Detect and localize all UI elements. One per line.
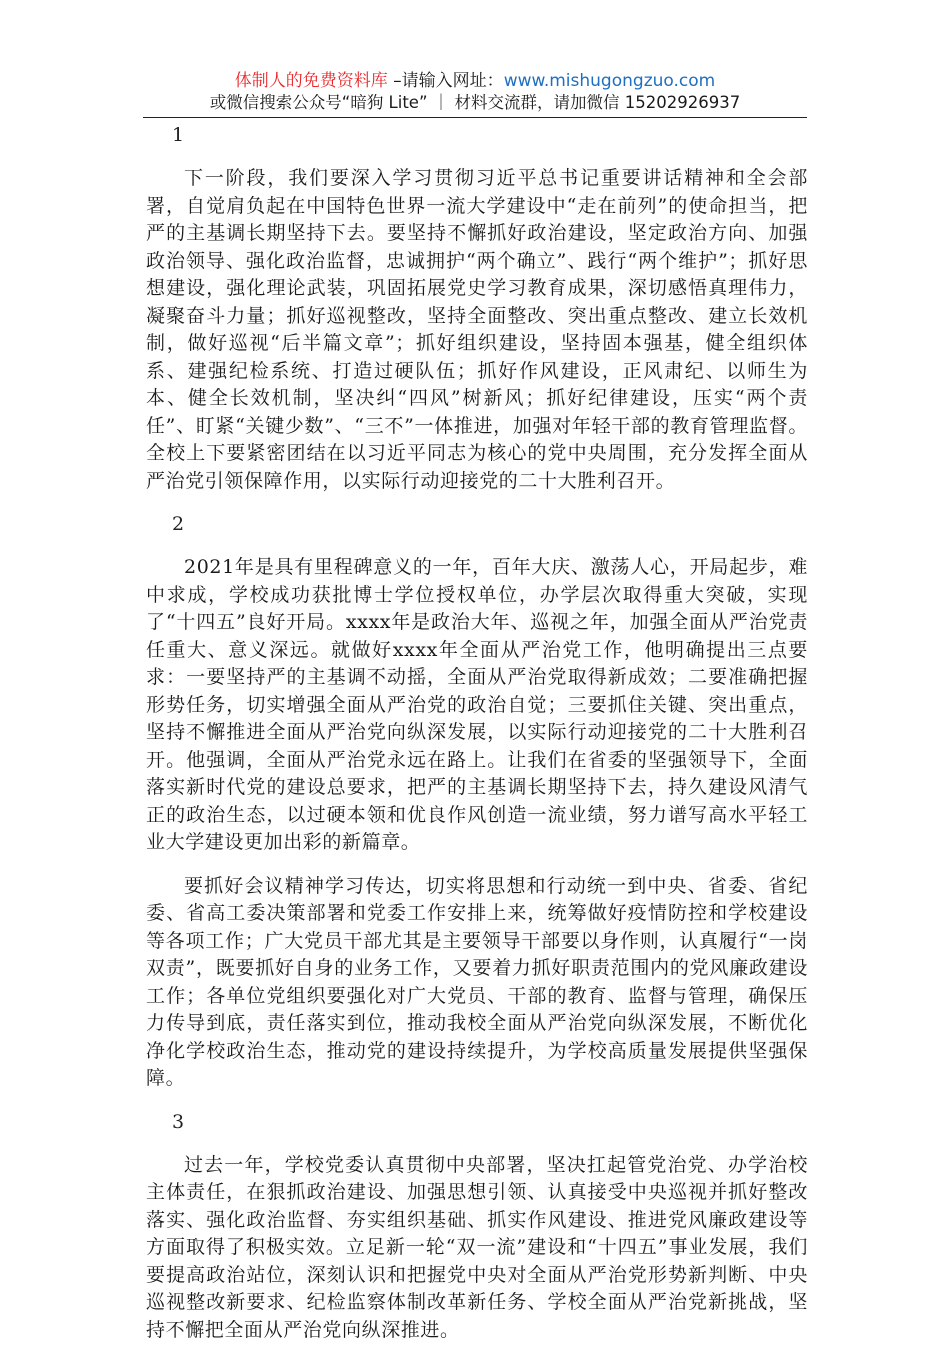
document-body xyxy=(146,122,808,1360)
section-1 xyxy=(146,122,808,495)
watermark-header xyxy=(143,70,807,114)
section-3 xyxy=(146,1109,808,1345)
header-line-2: 或微信搜索公众号“暗狗 Lite” ｜ 材料交流群，请加微信 15202926937 xyxy=(209,93,741,112)
section-number: 1 xyxy=(172,124,185,146)
header-line-1 xyxy=(143,70,807,92)
paragraph: 下一阶段，我们要深入学习贯彻习近平总书记重要讲话精神和全会部署，自觉肩负起在中国特色世界一流大学建设中“走在前列”的使命担当，把严的主基调长期坚持下去。要坚持不懈抓好政治建设，坚定政治方向、加强政治领导、强化政治监督，忠诚拥护“两个确立”、践行“两个维护”；抓好思想建设，强化理论武装，巩固拓展党史学习教育成果，深切感悟真理伟力，凝聚奋斗力量；抓好巡视整改，坚持全面整改、突出重点整改、建立长效机制，做好巡视“后半篇文章”；抓好组织建设，坚持固本强基，健全组织体系、建强纪检系统、打造过硬队伍；抓好作风建设，正风肃纪、以师生为本、健全长效机制，坚决纠“四风”树新风；抓好纪律建设，压实“两个责任”、盯紧“关键少数”、“三不”一体推进，加强对年轻干部的教育管理监督。全校上下要紧密团结在以习近平同志为核心的党中央周围，充分发挥全面从严治党引领保障作用，以实际行动迎接党的二十大胜利召开。 xyxy=(146,167,808,492)
section-number: 2 xyxy=(172,513,185,535)
website-link[interactable]: www.mishugongzuo.com xyxy=(503,71,716,91)
paragraph: 过去一年，学校党委认真贯彻中央部署，坚决扛起管党治党、办学治校主体责任，在狠抓政治建设、加强思想引领、认真接受中央巡视并抓好整改落实、强化政治监督、夯实组织基础、抓实作风建设、推进党风廉政建设等方面取得了积极实效。立足新一轮“双一流”建设和“十四五”事业发展，我们要提高政治站位，深刻认识和把握党中央对全面从严治党形势新判断、中央巡视整改新要求、纪检监察体制改革新任务、学校全面从严治党新挑战，坚持不懈把全面从严治党向纵深推进。 xyxy=(146,1153,808,1341)
section-2 xyxy=(146,511,808,1093)
header-divider xyxy=(143,117,807,118)
paragraph: 要抓好会议精神学习传达，切实将思想和行动统一到中央、省委、省纪委、省高工委决策部署和党委工作安排上来，统筹做好疫情防控和学校建设等各项工作；广大党员干部尤其是主要领导干部要以身作则，认真履行“一岗双责”，既要抓好自身的业务工作，又要着力抓好职责范围内的党风廉政建设工作；各单位党组织要强化对广大党员、干部的教育、监督与管理，确保压力传导到底，责任落实到位，推动我校全面从严治党向纵深发展，不断优化净化学校政治生态，推动党的建设持续提升，为学校高质量发展提供坚强保障。 xyxy=(146,874,808,1089)
brand-name: 体制人的免费资料库 xyxy=(234,71,388,91)
paragraph: 2021年是具有里程碑意义的一年，百年大庆、激荡人心，开局起步，难中求成，学校成功获批博士学位授权单位，办学层次取得重大突破，实现了“十四五”良好开局。xxxx年是政治大年、巡视之年，加强全面从严治党责任重大、意义深远。就做好xxxx年全面从严治党工作，他明确提出三点要求：一要坚持严的主基调不动摇，全面从严治党取得新成效；二要准确把握形势任务，切实增强全面从严治党的政治自觉；三要抓住关键、突出重点，坚持不懈推进全面从严治党向纵深发展，以实际行动迎接党的二十大胜利召开。他强调，全面从严治党永远在路上。让我们在省委的坚强领导下，全面落实新时代党的建设总要求，把严的主基调长期坚持下去，持久建设风清气正的政治生态，以过硬本领和优良作风创造一流业绩，努力谱写高水平轻工业大学建设更加出彩的新篇章。 xyxy=(146,556,808,853)
section-number: 3 xyxy=(172,1110,185,1133)
url-prompt: –请输入网址： xyxy=(387,71,504,91)
